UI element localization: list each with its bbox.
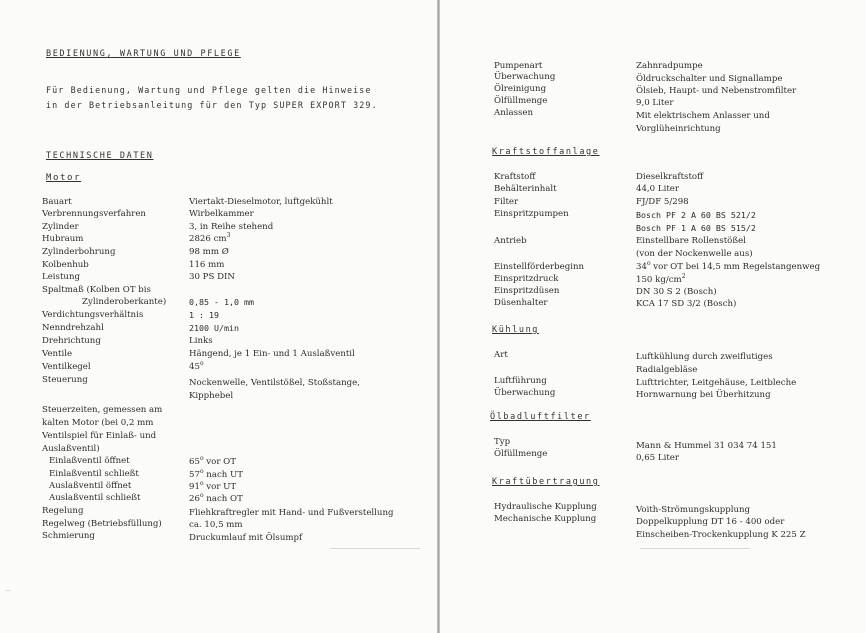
value-hydraulische-kupplung: Voith-Strömungskupplung	[636, 505, 751, 515]
steuerzeiten-line-4: Auslaßventil)	[42, 444, 100, 454]
value-ventilkegel	[189, 362, 204, 373]
label-hubraum: Hubraum	[42, 234, 84, 244]
value-art: Luftkühlung durch zweiflutiges	[636, 352, 773, 362]
value-art-2: Radialgebläse	[636, 365, 698, 375]
label-oelreinigung: Ölreinigung	[494, 84, 547, 94]
value-einlass-schliesst	[189, 470, 243, 481]
label-einspritzduesen: Einspritzdüsen	[494, 286, 560, 296]
label-einstellfoerderbeginn: Einstellförderbeginn	[494, 262, 585, 272]
label-duesenhalter: Düsenhalter	[494, 298, 548, 308]
label-art: Art	[494, 350, 508, 360]
value-zylinderbohrung: 98 mm Ø	[189, 247, 229, 257]
value-einstellfoerderbeginn	[636, 262, 820, 273]
value-antrieb-2: (von der Nockenwelle aus)	[636, 249, 753, 259]
label-regelweg: Regelweg (Betriebsfüllung)	[42, 519, 162, 529]
deg-reference: vor OT	[203, 457, 236, 467]
ventilkegel-number: 45	[189, 362, 200, 372]
value-anlassen: Mit elektrischem Anlasser und	[636, 111, 770, 121]
value-ueberwachung-kuehlung: Hornwarnung bei Überhitzung	[636, 390, 771, 400]
label-bauart: Bauart	[42, 197, 72, 207]
value-filter: FJ/DF 5/298	[636, 197, 689, 207]
deg-symbol: o	[199, 492, 204, 500]
deg-value: 65	[189, 457, 200, 467]
subheading-motor: Motor	[46, 173, 82, 183]
label-einlass-schliesst: Einlaßventil schließt	[49, 469, 139, 479]
label-zylinder: Zylinder	[42, 222, 79, 232]
print-smudge	[6, 590, 10, 591]
steuerzeiten-line-2: kalten Motor (bei 0,2 mm	[42, 418, 154, 428]
label-einspritzdruck: Einspritzdruck	[494, 274, 559, 284]
label-verbrennungsverfahren: Verbrennungsverfahren	[42, 209, 146, 219]
label-kolbenhub: Kolbenhub	[42, 260, 89, 270]
label-anlassen: Anlassen	[494, 108, 534, 118]
label-spaltmass: Spaltmaß (Kolben OT bis	[42, 285, 151, 295]
value-einspritzdruck	[636, 275, 686, 286]
print-smudge	[330, 548, 420, 549]
label-zylinderoberkante: Zylinderoberkante)	[82, 297, 167, 307]
ventilkegel-degree: o	[199, 360, 204, 368]
value-drehrichtung: Links	[189, 336, 213, 346]
value-regelweg: ca. 10,5 mm	[189, 520, 243, 530]
value-auslass-oeffnet	[189, 482, 236, 493]
value-kolbenhub: 116 mm	[189, 260, 225, 270]
label-ventile: Ventile	[42, 349, 73, 359]
value-einspritzduesen: DN 30 S 2 (Bosch)	[636, 287, 717, 297]
label-drehrichtung: Drehrichtung	[42, 336, 101, 346]
value-einlass-oeffnet	[189, 457, 236, 468]
label-behaelterinhalt: Behälterinhalt	[494, 184, 557, 194]
label-leistung: Leistung	[42, 272, 80, 282]
label-regelung: Regelung	[42, 506, 84, 516]
label-ueberwachung-oel: Überwachung	[494, 72, 556, 82]
value-kraftstoff: Dieselkraftstoff	[636, 172, 704, 182]
value-einspritzpumpe-2: Bosch PF 1 A 60 BS 515/2	[636, 223, 756, 233]
value-zylinder: 3, in Reihe stehend	[189, 222, 274, 232]
value-hubraum	[189, 234, 230, 245]
deg-value: 26	[189, 494, 200, 504]
value-typ: Mann & Hummel 31 034 74 151	[636, 441, 777, 451]
value-einspritzpumpe-1: Bosch PF 2 A 60 BS 521/2	[636, 210, 756, 220]
deg-reference: vor OT bei 14,5 mm Regelstangenweg	[650, 262, 821, 272]
deg-reference: nach OT	[203, 494, 243, 504]
print-smudge	[640, 548, 750, 549]
subheading-oelbadluftfilter: Ölbadluftfilter	[490, 412, 591, 422]
label-filter: Filter	[494, 197, 519, 207]
deg-value: 57	[189, 470, 200, 480]
value-duesenhalter: KCA 17 SD 3/2 (Bosch)	[636, 299, 737, 309]
label-nenndrehzahl: Nenndrehzahl	[42, 323, 104, 333]
value-steuerung: Nockenwelle, Ventilstößel, Stoßstange,	[189, 378, 360, 388]
label-luftfuehrung: Luftführung	[494, 376, 547, 386]
label-ventilkegel: Ventilkegel	[42, 362, 91, 372]
deg-symbol: o	[199, 455, 204, 463]
value-schmierung: Druckumlauf mit Ölsumpf	[189, 533, 303, 543]
value-ventile: Hängend, je 1 Ein- und 1 Auslaßventil	[189, 349, 355, 359]
label-auslass-oeffnet: Auslaßventil öffnet	[49, 481, 132, 491]
value-anlassen-2: Vorglüheinrichtung	[636, 124, 721, 134]
value-verbrennungsverfahren: Wirbelkammer	[189, 209, 254, 219]
pressure-exponent: 2	[681, 273, 686, 281]
value-nenndrehzahl: 2100 U/min	[189, 323, 239, 333]
deg-symbol: o	[199, 468, 204, 476]
deg-value: 91	[189, 482, 200, 492]
page-fold	[437, 0, 440, 633]
label-hydraulische-kupplung: Hydraulische Kupplung	[494, 502, 597, 512]
value-mechanische-kupplung-2: Einscheiben-Trockenkupplung K 225 Z	[636, 530, 806, 540]
value-luftfuehrung: Lufttrichter, Leitgehäuse, Leitbleche	[636, 378, 797, 388]
label-einspritzpumpen: Einspritzpumpen	[494, 209, 569, 219]
hubraum-exponent: 3	[226, 232, 231, 240]
value-auslass-schliesst	[189, 494, 243, 505]
value-pumpenart: Zahnradpumpe	[636, 61, 703, 71]
label-verdichtung: Verdichtungsverhältnis	[42, 310, 144, 320]
deg-symbol: o	[199, 480, 204, 488]
label-schmierung: Schmierung	[42, 531, 95, 541]
steuerzeiten-line-3: Ventilspiel für Einlaß- und	[42, 431, 157, 441]
value-oelreinigung: Ölsieb, Haupt- und Nebenstromfilter	[636, 86, 797, 96]
label-oelfuellmenge: Ölfüllmenge	[494, 96, 548, 106]
label-ueberwachung-kuehlung: Überwachung	[494, 388, 556, 398]
deg-value: 34	[636, 262, 647, 272]
label-mechanische-kupplung: Mechanische Kupplung	[494, 514, 597, 524]
value-behaelterinhalt: 44,0 Liter	[636, 184, 679, 194]
value-oelfuellmenge: 9,0 Liter	[636, 98, 674, 108]
deg-symbol: o	[646, 260, 651, 268]
label-einlass-oeffnet: Einlaßventil öffnet	[49, 456, 130, 466]
value-steuerung-2: Kipphebel	[189, 391, 234, 401]
intro-line-1: Für Bedienung, Wartung und Pflege gelten die Hinweise	[46, 85, 372, 95]
section-title-technische-daten: TECHNISCHE DATEN	[46, 151, 154, 161]
label-auslass-schliesst: Auslaßventil schließt	[49, 493, 141, 503]
section-title-bedienung: BEDIENUNG, WARTUNG UND PFLEGE	[46, 49, 241, 59]
value-bauart: Viertakt-Dieselmotor, luftgekühlt	[189, 197, 333, 207]
value-mechanische-kupplung: Doppelkupplung DT 16 - 400 oder	[636, 517, 785, 527]
label-steuerung: Steuerung	[42, 375, 88, 385]
label-antrieb: Antrieb	[494, 236, 527, 246]
value-verdichtung: 1 : 19	[189, 310, 219, 320]
value-antrieb: Einstellbare Rollenstößel	[636, 236, 746, 246]
label-kraftstoff: Kraftstoff	[494, 172, 536, 182]
subheading-kraftuebertragung: Kraftübertragung	[492, 477, 600, 487]
value-ueberwachung-oel: Öldruckschalter und Signallampe	[636, 74, 783, 84]
label-pumpenart: Pumpenart	[494, 61, 543, 71]
steuerzeiten-line-1: Steuerzeiten, gemessen am	[42, 405, 163, 415]
value-regelung: Fliehkraftregler mit Hand- und Fußverstellung	[189, 508, 394, 518]
value-spaltmass: 0,85 - 1,0 mm	[189, 297, 254, 307]
subheading-kraftstoffanlage: Kraftstoffanlage	[492, 147, 600, 157]
label-typ: Typ	[494, 437, 511, 447]
value-oelfuellmenge-filter: 0,65 Liter	[636, 453, 679, 463]
value-leistung: 30 PS DIN	[189, 272, 235, 282]
deg-reference: vor UT	[203, 482, 237, 492]
deg-reference: nach UT	[203, 470, 244, 480]
label-zylinderbohrung: Zylinderbohrung	[42, 247, 116, 257]
label-oelfuellmenge-filter: Ölfüllmenge	[494, 449, 548, 459]
pressure-value: 150 kg/cm	[636, 275, 682, 285]
subheading-kuehlung: Kühlung	[492, 325, 540, 335]
intro-line-2: in der Betriebsanleitung für den Typ SUPER EXPORT 329.	[46, 100, 378, 110]
hubraum-number: 2826 cm	[189, 234, 227, 244]
